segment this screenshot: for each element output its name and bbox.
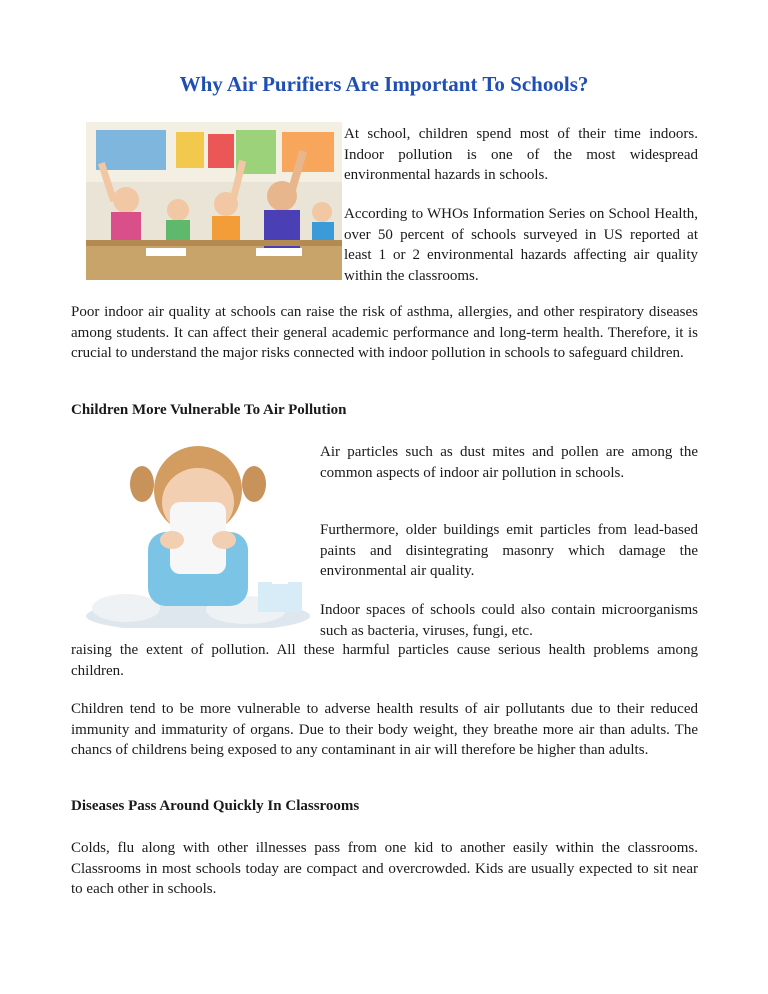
sneezing-child-photo: [86, 432, 312, 628]
side-paragraph-1: Air particles such as dust mites and pollen are among the common aspects of indoor air pollution in schools.: [320, 444, 698, 481]
vulnerable-paragraph: Children tend to be more vulnerable to adverse health results of air pollutants due to their reduced immunity and immaturity of organs. Due to their body weight, they breathe more air than adults. The chancs of childrens being exposed to any contaminant in air will therefore be higher than adults.: [71, 701, 698, 758]
heading-children-vulnerable: Children More Vulnerable To Air Pollution: [71, 402, 347, 418]
intro-paragraph-2: According to WHOs Information Series on School Health, over 50 percent of schools surveyed in US reported at least 1 or 2 environmental hazards affecting air quality within the classrooms.: [344, 206, 698, 284]
side-paragraph-3: Indoor spaces of schools could also contain microorganisms such as bacteria, viruses, fungi, etc.: [320, 602, 698, 639]
side-paragraph-2: Furthermore, older buildings emit particles from lead-based paints and disintegrating masonry which damage the environmental air quality.: [320, 522, 698, 579]
page-title: Why Air Purifiers Are Important To Schools?: [179, 72, 589, 96]
intro-paragraph-1: At school, children spend most of their time indoors. Indoor pollution is one of the most widespread environmental hazards in schools.: [344, 126, 698, 183]
classroom-photo: [86, 122, 342, 280]
risk-paragraph: Poor indoor air quality at schools can raise the risk of asthma, allergies, and other respiratory diseases among students. It can affect their general academic performance and long-term health. Therefore, it is crucial to understand the major risks connected with indoor pollution in schools to safeguard children.: [71, 304, 698, 361]
heading-diseases: Diseases Pass Around Quickly In Classrooms: [71, 798, 360, 814]
side-paragraph-3-continued: raising the extent of pollution. All these harmful particles cause serious health problems among children.: [71, 642, 698, 679]
diseases-paragraph: Colds, flu along with other illnesses pass from one kid to another easily within the classrooms. Classrooms in most schools today are compact and overcrowded. Kids are usually expected to sit near to each other in schools.: [71, 840, 698, 897]
